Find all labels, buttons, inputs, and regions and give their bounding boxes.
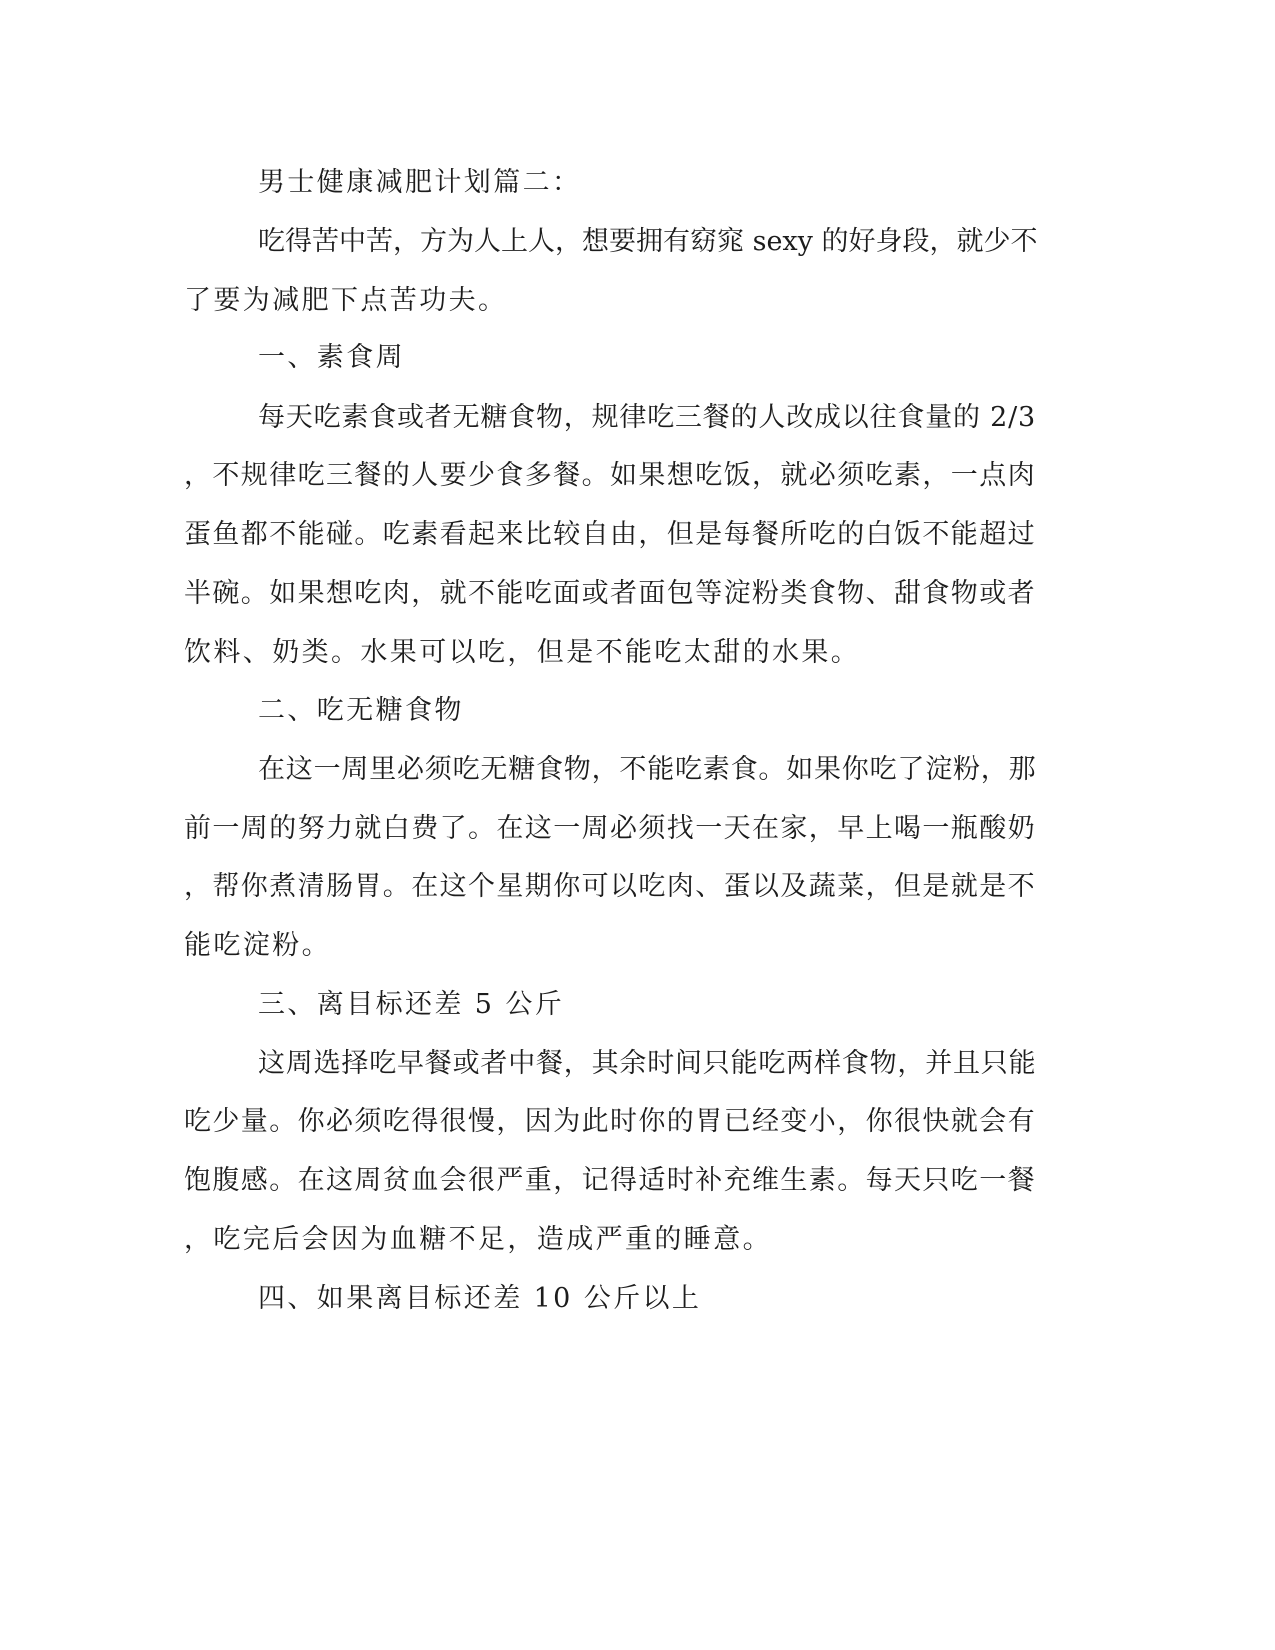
paragraph-line: 这周选择吃早餐或者中餐，其余时间只能吃两样食物，并且只能 <box>258 1048 1037 1079</box>
paragraph-line: 饮料、奶类。水果可以吃，但是不能吃太甜的水果。 <box>184 637 861 668</box>
paragraph-line: 吃少量。你必须吃得很慢，因为此时你的胃已经变小，你很快就会有 <box>184 1106 1036 1137</box>
subheading-4: 四、如果离目标还差 10 公斤以上 <box>258 1283 702 1314</box>
paragraph-line: 吃得苦中苦，方为人上人，想要拥有窈窕 sexy 的好身段，就少不 <box>258 226 1038 257</box>
paragraph-line: ，吃完后会因为血糖不足，造成严重的睡意。 <box>184 1224 772 1255</box>
subheading-2: 二、吃无糖食物 <box>258 695 464 726</box>
paragraph-line: 饱腹感。在这周贫血会很严重，记得适时补充维生素。每天只吃一餐 <box>184 1165 1036 1196</box>
paragraph-line: 了要为减肥下点苦功夫。 <box>184 285 508 316</box>
paragraph-line: 半碗。如果想吃肉，就不能吃面或者面包等淀粉类食物、甜食物或者 <box>184 578 1036 609</box>
paragraph-line: ，帮你煮清肠胃。在这个星期你可以吃肉、蛋以及蔬菜，但是就是不 <box>184 871 1036 902</box>
subheading-3: 三、离目标还差 5 公斤 <box>258 989 565 1020</box>
paragraph-line: 能吃淀粉。 <box>184 930 331 961</box>
paragraph-line: 前一周的努力就白费了。在这一周必须找一天在家，早上喝一瓶酸奶 <box>184 813 1036 844</box>
paragraph-line: 在这一周里必须吃无糖食物，不能吃素食。如果你吃了淀粉，那 <box>258 754 1037 785</box>
paragraph-line: 每天吃素食或者无糖食物，规律吃三餐的人改成以往食量的 2/3 <box>258 402 1037 433</box>
paragraph-line: 蛋鱼都不能碰。吃素看起来比较自由，但是每餐所吃的白饭不能超过 <box>184 519 1036 550</box>
paragraph-line: ，不规律吃三餐的人要少食多餐。如果想吃饭，就必须吃素，一点肉 <box>184 460 1036 491</box>
section-title: 男士健康减肥计划篇二： <box>258 167 582 198</box>
subheading-1: 一、素食周 <box>258 342 405 373</box>
